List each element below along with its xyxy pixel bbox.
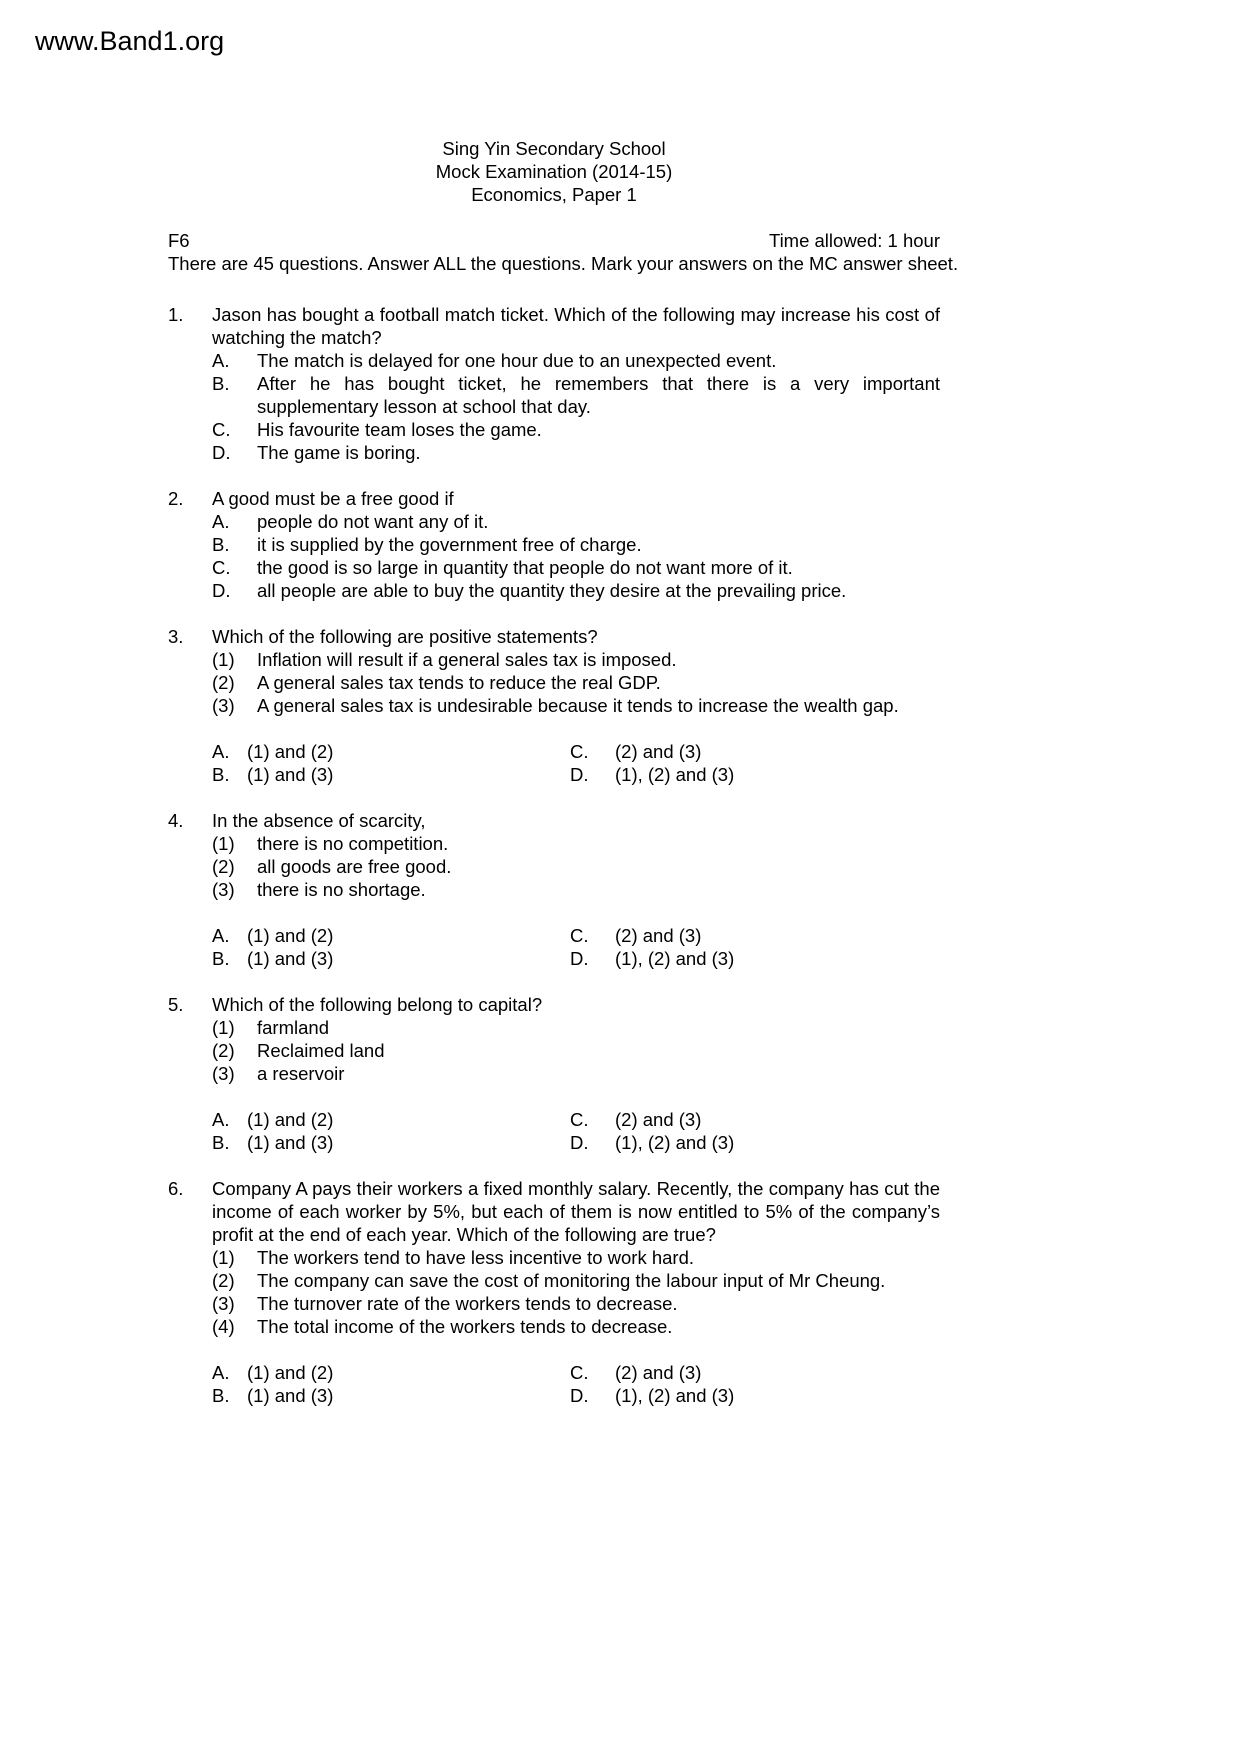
exam-title: Mock Examination (2014-15) [435,161,673,182]
statement-text: A general sales tax tends to reduce the real GDP. [257,672,661,693]
answer-label: C. [570,925,589,946]
statement-row [212,1039,940,1062]
statement-label: (1) [212,1017,235,1038]
statement-row [212,878,940,901]
answer-grid [212,1361,940,1407]
answer-text: (1) and (2) [247,1109,334,1130]
answer-text: (2) and (3) [615,925,702,946]
statement-row [212,832,940,855]
question-number: 6. [168,1178,184,1199]
option-label: B. [212,373,230,394]
statement-text: Inflation will result if a general sales tax is imposed. [257,649,677,670]
statement-text: farmland [257,1017,329,1038]
question-body [212,625,940,786]
statement-row [212,855,940,878]
option-label: C. [212,419,231,440]
document-content [168,137,959,1407]
question-stem: A good must be a free good if [212,488,454,509]
statement-text: there is no competition. [257,833,449,854]
watermark: www.Band1.org [35,26,225,56]
statement-row [212,1062,940,1085]
statement-text: The total income of the workers tends to decrease. [257,1316,673,1337]
question-1 [168,303,940,464]
answer-label: C. [570,1109,589,1130]
question-body [212,303,940,464]
option-text: After he has bought ticket, he remembers that there is a very important supplementary lesson at school that day. [257,373,940,417]
statement-row [212,1246,940,1269]
question-stem: Jason has bought a football match ticket. Which of the following may increase his cost of watching the match? [212,304,940,348]
option-row [212,556,940,579]
statement-text: The turnover rate of the workers tends to decrease. [257,1293,678,1314]
option-row [212,418,940,441]
question-4 [168,809,940,970]
option-label: A. [212,511,230,532]
question-body [212,487,940,602]
answer-label: A. [212,925,230,946]
statement-row [212,1016,940,1039]
answer-label: B. [212,948,230,969]
answer-label: D. [570,948,589,969]
answer-label: C. [570,1362,589,1383]
option-row [212,510,940,533]
statement-text: a reservoir [257,1063,345,1084]
statement-text: The company can save the cost of monitoring the labour input of Mr Cheung. [257,1270,886,1291]
answer-text: (2) and (3) [615,1109,702,1130]
school-name: Sing Yin Secondary School [442,138,666,159]
answer-text: (1) and (3) [247,764,334,785]
question-number: 2. [168,488,184,509]
answer-text: (1) and (2) [247,1362,334,1383]
answer-grid [212,1108,940,1154]
statement-label: (4) [212,1316,235,1337]
statement-row [212,694,940,717]
option-row [212,441,940,464]
answer-label: D. [570,764,589,785]
paper-title: Economics, Paper 1 [471,184,637,205]
option-row [212,579,940,602]
option-text: The game is boring. [257,442,421,463]
option-text: people do not want any of it. [257,511,489,532]
answer-text: (1) and (3) [247,1132,334,1153]
statement-label: (2) [212,856,235,877]
statement-label: (3) [212,1293,235,1314]
question-5 [168,993,940,1154]
answer-label: A. [212,1362,230,1383]
statement-text: Reclaimed land [257,1040,385,1061]
time-allowed: Time allowed: 1 hour [768,230,940,251]
option-label: B. [212,534,230,555]
question-body [212,993,940,1154]
instructions: There are 45 questions. Answer ALL the questions. Mark your answers on the MC answer sheet. [168,253,959,274]
question-stem: Which of the following belong to capital? [212,994,543,1015]
answer-label: B. [212,1132,230,1153]
answer-label: C. [570,741,589,762]
statement-label: (3) [212,1063,235,1084]
option-text: the good is so large in quantity that people do not want more of it. [257,557,793,578]
answer-label: B. [212,764,230,785]
answer-text: (1) and (3) [247,948,334,969]
question-number: 3. [168,626,184,647]
answer-text: (1), (2) and (3) [615,948,735,969]
question-number: 1. [168,304,184,325]
statement-label: (2) [212,1270,235,1291]
statement-label: (1) [212,1247,235,1268]
answer-text: (1), (2) and (3) [615,1132,735,1153]
answer-label: B. [212,1385,230,1406]
option-text: His favourite team loses the game. [257,419,542,440]
question-2 [168,487,940,602]
question-stem: Company A pays their workers a fixed monthly salary. Recently, the company has cut the income of each worker by 5%, but each of them is now entitled to 5% of the company’s profit at the end of each year. Which of the following are true? [212,1178,940,1245]
form-label: F6 [168,230,190,251]
question-body [212,809,940,970]
option-row [212,533,940,556]
statement-row [212,671,940,694]
option-text: The match is delayed for one hour due to an unexpected event. [257,350,777,371]
answer-text: (2) and (3) [615,1362,702,1383]
question-body [212,1177,940,1407]
option-row [212,349,940,372]
statement-label: (2) [212,1040,235,1061]
question-stem: Which of the following are positive statements? [212,626,598,647]
answer-text: (1) and (3) [247,1385,334,1406]
meta-row [168,229,940,252]
answer-label: D. [570,1132,589,1153]
answer-text: (1) and (2) [247,925,334,946]
answer-label: A. [212,741,230,762]
statement-row [212,648,940,671]
option-row [212,372,940,418]
statement-text: A general sales tax is undesirable because it tends to increase the wealth gap. [257,695,899,716]
option-label: D. [212,580,231,601]
answer-label: A. [212,1109,230,1130]
statement-label: (3) [212,695,235,716]
answer-text: (2) and (3) [615,741,702,762]
answer-label: D. [570,1385,589,1406]
option-label: D. [212,442,231,463]
statement-text: The workers tend to have less incentive to work hard. [257,1247,695,1268]
answer-text: (1), (2) and (3) [615,1385,735,1406]
statement-text: there is no shortage. [257,879,426,900]
statement-text: all goods are free good. [257,856,452,877]
statement-row [212,1269,940,1292]
answer-text: (1) and (2) [247,741,334,762]
option-text: all people are able to buy the quantity they desire at the prevailing price. [257,580,847,601]
question-6 [168,1177,940,1407]
option-text: it is supplied by the government free of charge. [257,534,642,555]
statement-label: (1) [212,833,235,854]
statement-label: (2) [212,672,235,693]
question-3 [168,625,940,786]
option-label: A. [212,350,230,371]
statement-row [212,1315,940,1338]
statement-label: (3) [212,879,235,900]
question-stem: In the absence of scarcity, [212,810,426,831]
question-number: 5. [168,994,184,1015]
question-number: 4. [168,810,184,831]
answer-grid [212,740,940,786]
option-label: C. [212,557,231,578]
title-block [168,137,940,206]
answer-grid [212,924,940,970]
answer-text: (1), (2) and (3) [615,764,735,785]
statement-label: (1) [212,649,235,670]
statement-row [212,1292,940,1315]
